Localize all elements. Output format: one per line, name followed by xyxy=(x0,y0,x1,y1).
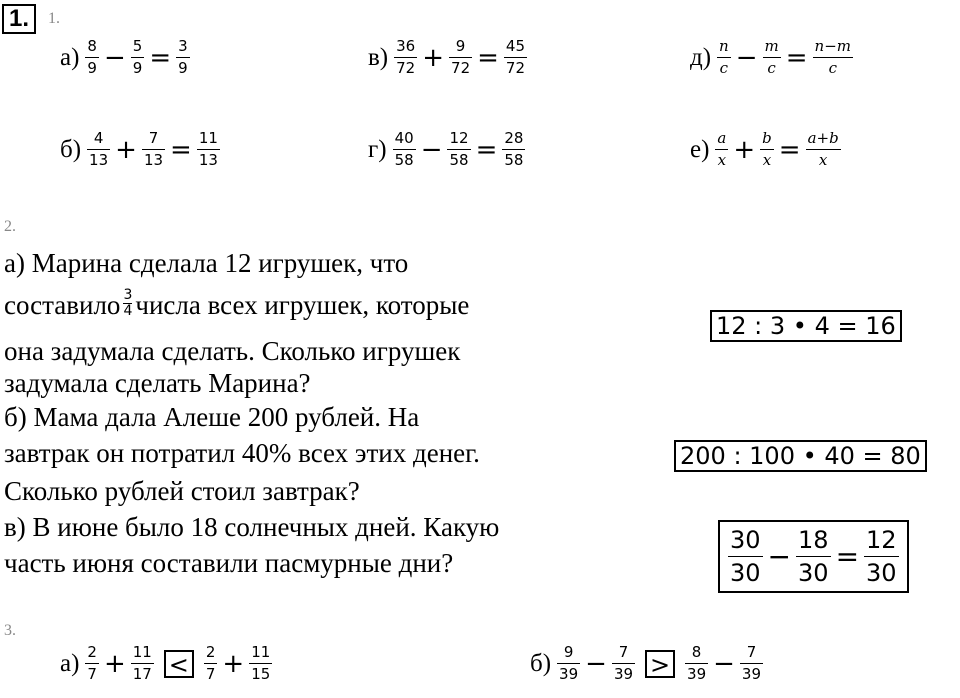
problem-text-line: задумала сделать Марина? xyxy=(4,368,311,398)
fraction-numerator: 9 xyxy=(455,37,466,55)
fraction-denominator: 13 xyxy=(143,151,164,169)
fraction-denominator: 9 xyxy=(132,59,143,77)
answer-box-a: 12 : 3 • 4 = 16 xyxy=(710,310,902,342)
operator: = xyxy=(835,540,860,573)
fraction xyxy=(142,130,165,169)
item-label: д) xyxy=(690,43,712,71)
fraction-denominator: 9 xyxy=(178,59,188,77)
fraction xyxy=(131,38,145,77)
fraction-numerator: 8 xyxy=(691,643,702,661)
fraction-numerator: 2 xyxy=(87,643,97,661)
fraction-denominator: 72 xyxy=(451,59,471,77)
fraction-denominator: 30 xyxy=(730,559,761,587)
operator: = xyxy=(778,134,801,165)
fraction-denominator: 30 xyxy=(866,559,897,587)
fraction-numerator: 28 xyxy=(504,129,524,147)
fraction-numerator: 3 xyxy=(178,37,188,55)
inline-fraction: $\frac{3}{4}$ xyxy=(123,287,133,320)
fraction-denominator: 39 xyxy=(687,665,707,683)
fraction-numerator: 2 xyxy=(205,643,216,661)
section-2-label: 2. xyxy=(4,218,16,235)
operator: + xyxy=(115,134,137,165)
item-label: в) xyxy=(368,43,389,71)
problem-text-line: в) В июне было 18 солнечных дней. Какую xyxy=(4,512,500,542)
operator: + xyxy=(733,134,756,165)
fraction-denominator: 7 xyxy=(205,665,216,683)
fraction-numerator: n−m xyxy=(814,37,851,55)
problem-text-line: Сколько рублей стоил завтрак? xyxy=(4,476,360,506)
comparison-sign-box: > xyxy=(645,650,675,678)
operator: = xyxy=(170,134,192,165)
fraction-denominator: x xyxy=(762,151,772,169)
problem-text-line: она задумала сделать. Сколько игрушек xyxy=(4,336,461,366)
item-label: е) xyxy=(690,135,710,163)
fraction xyxy=(864,526,899,587)
comparison-sign-box: < xyxy=(164,650,194,678)
fraction-numerator: a xyxy=(717,129,727,147)
fraction-denominator: 58 xyxy=(449,151,469,169)
fraction-denominator: 17 xyxy=(132,665,152,683)
fraction-denominator: 15 xyxy=(251,665,271,683)
fraction xyxy=(85,644,99,683)
fraction-denominator: 30 xyxy=(798,559,829,587)
fraction-denominator: 39 xyxy=(559,665,579,683)
item-label: а) xyxy=(60,43,80,71)
fraction-numerator: 11 xyxy=(251,643,271,661)
fraction xyxy=(176,38,190,77)
fraction-denominator: 58 xyxy=(394,151,414,169)
fraction xyxy=(502,130,525,169)
fraction xyxy=(728,526,763,587)
fraction-denominator: c xyxy=(828,59,837,77)
fraction xyxy=(806,130,841,169)
operator: + xyxy=(222,648,245,679)
problem-text-line: составило $\frac{3}{4}$ числа всех игрушек, которые xyxy=(4,287,470,320)
fraction-numerator: 7 xyxy=(148,129,159,147)
fraction-denominator: 72 xyxy=(505,59,526,77)
operator: = xyxy=(477,42,499,73)
expression-1d xyxy=(690,38,855,77)
fraction-numerator: 36 xyxy=(396,37,416,55)
fraction-numerator: 18 xyxy=(798,526,829,554)
fraction-numerator: 30 xyxy=(730,526,761,554)
fraction xyxy=(249,644,272,683)
fraction-numerator: 11 xyxy=(132,643,152,661)
fraction xyxy=(393,130,416,169)
item-label: г) xyxy=(368,135,387,163)
comparison-3b xyxy=(530,644,765,683)
fraction xyxy=(740,644,763,683)
fraction xyxy=(557,644,580,683)
problem-text-line: б) Мама дала Алеше 200 рублей. На xyxy=(4,402,420,432)
answer-box-c xyxy=(718,520,909,593)
fraction-numerator: a+b xyxy=(807,129,839,147)
fraction-denominator: c xyxy=(767,59,776,77)
fraction xyxy=(715,130,728,169)
fraction xyxy=(85,38,99,77)
section-3-label: 3. xyxy=(4,622,16,639)
fraction-denominator: 39 xyxy=(741,665,762,683)
item-label: б) xyxy=(60,135,82,163)
expression-1a xyxy=(60,38,192,77)
section-1-label: 1. xyxy=(48,10,60,27)
fraction-numerator: 7 xyxy=(618,643,629,661)
expression-1v xyxy=(368,38,529,77)
comparison-3a xyxy=(60,644,274,683)
fraction-numerator: 11 xyxy=(198,129,218,147)
fraction xyxy=(131,644,154,683)
fraction xyxy=(760,130,774,169)
expression-1e xyxy=(690,130,843,169)
fraction-denominator: 13 xyxy=(198,151,218,169)
fraction-numerator: 12 xyxy=(449,129,469,147)
operator: − xyxy=(420,134,443,165)
exercise-number-box: 1. xyxy=(2,4,36,34)
operator: − xyxy=(585,648,607,679)
operator: = xyxy=(149,42,172,73)
item-label: а) xyxy=(60,649,80,677)
operator: − xyxy=(735,42,758,73)
fraction-numerator: 12 xyxy=(866,526,897,554)
fraction xyxy=(394,38,417,77)
fraction xyxy=(204,644,218,683)
fraction-denominator: x xyxy=(818,151,828,169)
fraction-numerator: m xyxy=(764,37,779,55)
fraction-numerator: 45 xyxy=(505,37,526,55)
operator: − xyxy=(767,540,792,573)
fraction xyxy=(796,526,831,587)
operator: + xyxy=(422,42,445,73)
fraction xyxy=(197,130,220,169)
problem-text-line: завтрак он потратил 40% всех этих денег. xyxy=(4,438,480,468)
fraction-denominator: 58 xyxy=(504,151,524,169)
fraction-numerator: 40 xyxy=(394,129,414,147)
fraction-numerator: 7 xyxy=(746,643,757,661)
fraction-numerator: 8 xyxy=(87,37,97,55)
fraction-numerator: 5 xyxy=(132,37,143,55)
operator: = xyxy=(785,42,808,73)
problem-text-line: часть июня составили пасмурные дни? xyxy=(4,548,454,578)
expression-1b xyxy=(60,130,222,169)
fraction-numerator: n xyxy=(719,37,729,55)
fraction xyxy=(685,644,708,683)
operator: − xyxy=(713,648,735,679)
fraction-denominator: x xyxy=(717,151,727,169)
fraction-numerator: b xyxy=(762,129,772,147)
fraction-denominator: 7 xyxy=(87,665,97,683)
fraction-numerator: 9 xyxy=(563,643,574,661)
operator: + xyxy=(103,648,126,679)
item-label: б) xyxy=(530,649,552,677)
fraction xyxy=(87,130,110,169)
fraction-numerator: 4 xyxy=(93,129,104,147)
fraction-denominator: c xyxy=(719,59,729,77)
fraction xyxy=(504,38,527,77)
answer-box-b: 200 : 100 • 40 = 80 xyxy=(674,440,927,472)
expression-1g xyxy=(368,130,527,169)
fraction-denominator: 9 xyxy=(87,59,97,77)
fraction-denominator: 39 xyxy=(613,665,634,683)
operator: − xyxy=(103,42,126,73)
fraction xyxy=(813,38,853,77)
fraction-denominator: 72 xyxy=(396,59,416,77)
fraction xyxy=(449,38,472,77)
fraction xyxy=(447,130,470,169)
fraction xyxy=(717,38,731,77)
fraction xyxy=(612,644,635,683)
operator: = xyxy=(475,134,498,165)
fraction xyxy=(763,38,781,77)
problem-text-line: а) Марина сделала 12 игрушек, что xyxy=(4,248,409,278)
fraction-denominator: 13 xyxy=(89,151,109,169)
